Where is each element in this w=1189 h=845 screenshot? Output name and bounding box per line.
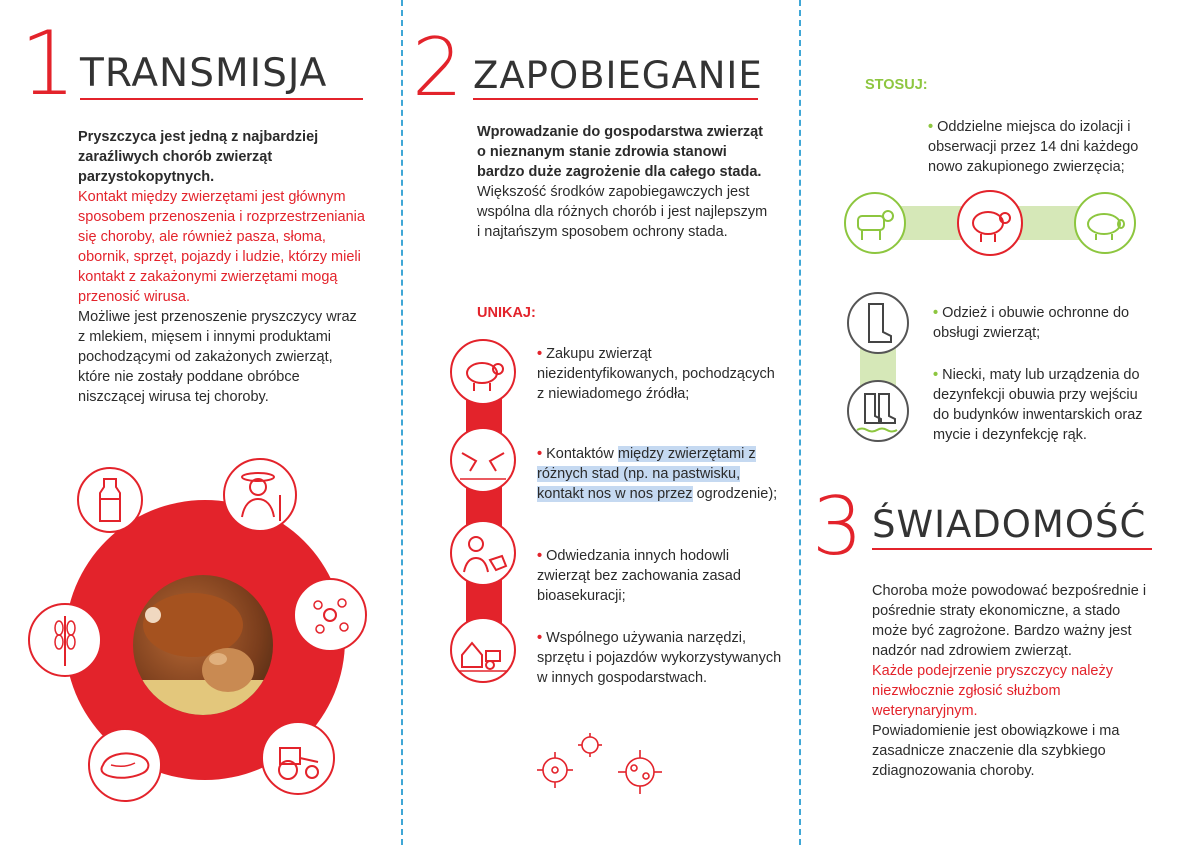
animals-contact-icon [448, 425, 518, 495]
transmission-text [78, 127, 368, 407]
avoid-item-2: • Kontaktów między zwierzętami z różnych stad (np. na pastwisku, kontakt nos w nos przez ogrodzenie); [537, 446, 778, 502]
wheat-icon [25, 600, 105, 680]
prevention-intro-bold: Wprowadzanie do gospodarstwa zwierząt o nieznanym stanie zdrowia stanowi bardzo duże zagrożenie dla całego stada. [477, 124, 764, 180]
boot-icon [845, 290, 911, 356]
visitor-icon [448, 518, 518, 588]
title-underline [80, 98, 363, 100]
title-underline [872, 548, 1152, 550]
avoid-item-text: Zakupu zwierząt niezidentyfikowanych, pochodzących z niewiadomego źródła; [537, 346, 775, 402]
awareness-text [872, 581, 1157, 781]
sheep-icon [955, 188, 1025, 258]
awareness-body1: Choroba może powodować bezpośrednie i pośrednie straty ekonomiczne, a stado może być zagrożone. Bardzo ważny jest nadzór nad zdrowiem zwierząt. [872, 583, 1147, 659]
boots-disinfection-icon [845, 378, 911, 444]
avoid-item-1: • Zakupu zwierząt niezidentyfikowanych, pochodzących z niewiadomego źródła; [537, 346, 775, 402]
transmission-body: Możliwe jest przenoszenie pryszczycy wraz z mlekiem, mięsem i innymi produktami pochodzącymi od zakażonych zwierząt, które nie zostały poddane obróbce niszczącej wirusa tej choroby. [78, 309, 357, 405]
awareness-body2: Powiadomienie jest obowiązkowe i ma zasadnicze znaczenie dla szybkiego zdiagnozowania choroby. [872, 723, 1120, 779]
tractor-icon [258, 718, 338, 798]
meat-icon [85, 725, 165, 805]
cow-calf-photo [133, 575, 273, 715]
avoid-heading: UNIKAJ: [477, 305, 536, 321]
apply-item-1: • Oddzielne miejsca do izolacji i obserwacji przez 14 dni każdego nowo zakupionego zwierzęcia; [928, 119, 1139, 175]
avoid-item-3: • Odwiedzania innych hodowli zwierząt bez zachowania zasad bioasekuracji; [537, 548, 741, 604]
transmission-red-text: Kontakt między zwierzętami jest głównym sposobem przenoszenia i rozprzestrzeniania się choroby, ale również pasza, słoma, obornik, sprzęt, pojazdy i ludzie, którzy mieli kontakt z zakażonymi zwierzętami mogą przenosić wirusa. [78, 189, 365, 305]
farm-equipment-icon [448, 615, 518, 685]
section-title-swiadomosc: ŚWIADOMOŚĆ [872, 503, 1147, 546]
apply-item-3: • Niecki, maty lub urządzenia do dezynfekcji obuwia przy wejściu do budynków inwentarskich oraz mycie i dezynfekcję rąk. [933, 367, 1143, 443]
virus-decoration-icon [530, 730, 680, 800]
milk-bottle-icon [75, 465, 145, 535]
section-number-3: 3 [812, 480, 863, 573]
apply-item-2: • Odzież i obuwie ochronne do obsługi zwierząt; [933, 305, 1130, 341]
sheep-icon [448, 337, 518, 407]
avoid-item-text: Odwiedzania innych hodowli zwierząt bez zachowania zasad bioasekuracji; [537, 548, 741, 604]
awareness-red-text: Każde podejrzenie pryszczycy należy niezwłocznie zgłosić służbom weterynaryjnym. [872, 663, 1113, 719]
section-title-transmisja: TRANSMISJA [80, 51, 328, 96]
section-number-2: 2 [412, 21, 463, 114]
avoid-item-4: • Wspólnego używania narzędzi, sprzętu i pojazdów wykorzystywanych w innych gospodarstwach. [537, 630, 782, 686]
transmission-intro: Pryszczyca jest jedną z najbardziej zaraźliwych chorób zwierząt parzystokopytnych. [78, 129, 319, 185]
apply-item-text: Oddzielne miejsca do izolacji i obserwacji przez 14 dni każdego nowo zakupionego zwierzęcia; [928, 119, 1139, 175]
prevention-intro-rest: Większość środków zapobiegawczych jest wspólna dla różnych chorób i jest najlepszym i najtańszym sposobem ochrony stada. [477, 184, 768, 240]
column-divider-1 [401, 0, 403, 845]
apply-item-text: Odzież i obuwie ochronne do obsługi zwierząt; [933, 305, 1130, 341]
virus-icon [290, 575, 370, 655]
apply-item-text: Niecki, maty lub urządzenia do dezynfekcji obuwia przy wejściu do budynków inwentarskich oraz mycie i dezynfekcję rąk. [933, 367, 1143, 443]
avoid-item-text: Wspólnego używania narzędzi, sprzętu i pojazdów wykorzystywanych w innych gospodarstwach. [537, 630, 782, 686]
prevention-intro [477, 122, 772, 242]
pig-icon [1072, 190, 1138, 256]
cow-icon [842, 190, 908, 256]
section-number-1: 1 [20, 12, 76, 115]
highlighted-text[interactable]: między zwierzętami z różnych stad (np. na pastwisku, kontakt nos w nos przez [537, 446, 756, 502]
section-title-zapobieganie: ZAPOBIEGANIE [473, 54, 763, 97]
apply-heading: STOSUJ: [865, 77, 928, 93]
farmer-icon [220, 455, 300, 535]
column-divider-2 [799, 0, 801, 845]
title-underline [473, 98, 758, 100]
